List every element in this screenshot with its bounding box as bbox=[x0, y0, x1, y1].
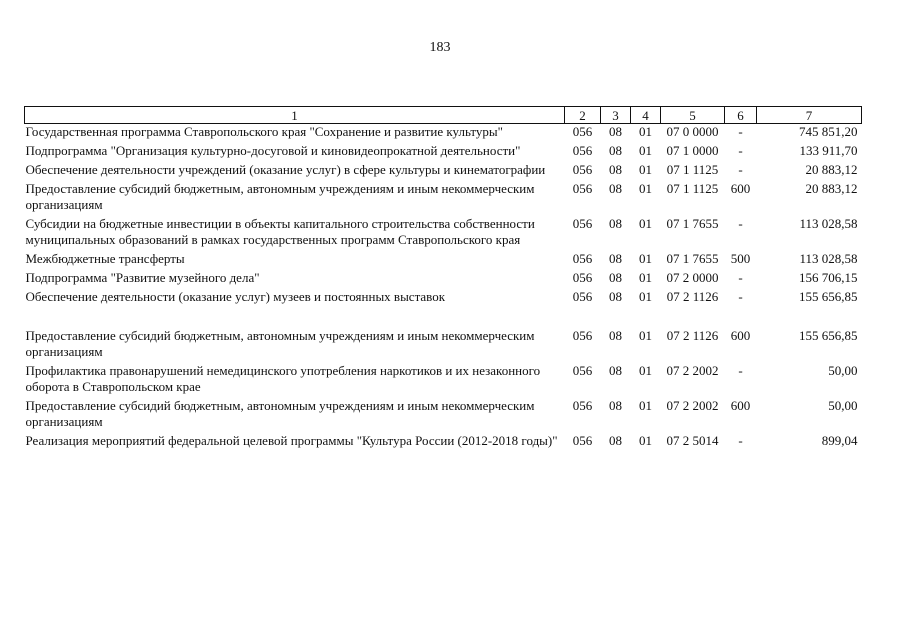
row-name: Субсидии на бюджетные инвестиции в объекты капитального строительства собственности муниципальных образований в рамках государственных программ Ставропольского края bbox=[25, 216, 535, 247]
code-4: 01 bbox=[639, 270, 652, 285]
code-5: 07 1 7655 bbox=[666, 251, 719, 266]
code-6: 500 bbox=[730, 251, 751, 266]
code-2: 056 bbox=[572, 328, 593, 343]
row-name: Подпрограмма "Развитие музейного дела" bbox=[25, 270, 260, 285]
row-amount: 133 911,70 bbox=[799, 143, 858, 158]
column-header-3: 3 bbox=[601, 107, 631, 124]
code-5: 07 1 1125 bbox=[666, 162, 719, 177]
code-3: 08 bbox=[609, 181, 622, 196]
table-row bbox=[25, 143, 862, 162]
table-row bbox=[25, 216, 862, 251]
code-4: 01 bbox=[639, 328, 652, 343]
code-4: 01 bbox=[639, 181, 652, 196]
code-5: 07 1 7655 bbox=[666, 216, 719, 231]
header-row bbox=[25, 107, 862, 124]
column-header-4: 4 bbox=[631, 107, 661, 124]
code-6: - bbox=[738, 124, 743, 139]
row-amount: 20 883,12 bbox=[805, 162, 858, 177]
budget-table bbox=[24, 106, 862, 452]
code-3: 08 bbox=[609, 143, 622, 158]
row-name: Государственная программа Ставропольского края "Сохранение и развитие культуры" bbox=[25, 124, 503, 139]
table-row bbox=[25, 289, 862, 328]
column-header-5: 5 bbox=[661, 107, 725, 124]
column-header-6: 6 bbox=[725, 107, 757, 124]
code-5: 07 1 1125 bbox=[666, 181, 719, 196]
row-name: Предоставление субсидий бюджетным, автономным учреждениям и иным некоммерческим организациям bbox=[25, 328, 535, 359]
code-6: - bbox=[738, 363, 743, 378]
code-6: - bbox=[738, 216, 743, 231]
row-amount: 20 883,12 bbox=[805, 181, 858, 196]
code-2: 056 bbox=[572, 398, 593, 413]
row-amount: 50,00 bbox=[828, 398, 858, 413]
code-6: 600 bbox=[730, 328, 751, 343]
code-2: 056 bbox=[572, 433, 593, 448]
code-3: 08 bbox=[609, 398, 622, 413]
table-row bbox=[25, 162, 862, 181]
row-amount: 155 656,85 bbox=[799, 328, 858, 343]
row-name: Предоставление субсидий бюджетным, автономным учреждениям и иным некоммерческим организациям bbox=[25, 398, 535, 429]
code-2: 056 bbox=[572, 270, 593, 285]
code-2: 056 bbox=[572, 124, 593, 139]
code-4: 01 bbox=[639, 251, 652, 266]
code-5: 07 0 0000 bbox=[666, 124, 719, 139]
code-4: 01 bbox=[639, 143, 652, 158]
code-4: 01 bbox=[639, 289, 652, 304]
row-name: Предоставление субсидий бюджетным, автономным учреждениям и иным некоммерческим организациям bbox=[25, 181, 535, 212]
code-4: 01 bbox=[639, 162, 652, 177]
row-amount: 113 028,58 bbox=[799, 251, 858, 266]
row-name: Межбюджетные трансферты bbox=[25, 251, 185, 266]
table-row bbox=[25, 251, 862, 270]
code-4: 01 bbox=[639, 363, 652, 378]
code-3: 08 bbox=[609, 216, 622, 231]
row-amount: 899,04 bbox=[821, 433, 858, 448]
code-5: 07 2 1126 bbox=[666, 289, 719, 304]
row-amount: 113 028,58 bbox=[799, 216, 858, 231]
row-name: Обеспечение деятельности учреждений (оказание услуг) в сфере культуры и кинематографии bbox=[25, 162, 546, 177]
code-2: 056 bbox=[572, 181, 593, 196]
code-3: 08 bbox=[609, 270, 622, 285]
code-3: 08 bbox=[609, 328, 622, 343]
code-3: 08 bbox=[609, 363, 622, 378]
table-row bbox=[25, 181, 862, 216]
table-row bbox=[25, 398, 862, 433]
code-2: 056 bbox=[572, 251, 593, 266]
code-5: 07 2 2002 bbox=[666, 398, 719, 413]
row-amount: 745 851,20 bbox=[799, 124, 858, 139]
code-5: 07 2 5014 bbox=[666, 433, 719, 448]
code-4: 01 bbox=[639, 398, 652, 413]
row-name: Реализация мероприятий федеральной целевой программы "Культура России (2012-2018 годы)" bbox=[25, 433, 558, 448]
row-name: Обеспечение деятельности (оказание услуг) музеев и постоянных выставок bbox=[25, 289, 446, 304]
row-amount: 156 706,15 bbox=[799, 270, 858, 285]
column-header-7: 7 bbox=[757, 107, 862, 124]
code-2: 056 bbox=[572, 162, 593, 177]
code-6: - bbox=[738, 433, 743, 448]
code-5: 07 2 2002 bbox=[666, 363, 719, 378]
code-2: 056 bbox=[572, 289, 593, 304]
code-6: 600 bbox=[730, 398, 751, 413]
table-row bbox=[25, 270, 862, 289]
code-3: 08 bbox=[609, 251, 622, 266]
code-3: 08 bbox=[609, 433, 622, 448]
code-5: 07 2 0000 bbox=[666, 270, 719, 285]
code-5: 07 2 1126 bbox=[666, 328, 719, 343]
code-3: 08 bbox=[609, 124, 622, 139]
row-name: Профилактика правонарушений немедицинского употребления наркотиков и их незаконного оборота в Ставропольском крае bbox=[25, 363, 541, 394]
code-2: 056 bbox=[572, 143, 593, 158]
table-row bbox=[25, 363, 862, 398]
code-4: 01 bbox=[639, 433, 652, 448]
code-6: - bbox=[738, 143, 743, 158]
code-6: - bbox=[738, 270, 743, 285]
code-6: 600 bbox=[730, 181, 751, 196]
code-6: - bbox=[738, 289, 743, 304]
code-5: 07 1 0000 bbox=[666, 143, 719, 158]
code-3: 08 bbox=[609, 162, 622, 177]
table-row bbox=[25, 328, 862, 363]
row-amount: 50,00 bbox=[828, 363, 858, 378]
code-4: 01 bbox=[639, 124, 652, 139]
row-amount: 155 656,85 bbox=[799, 289, 858, 304]
code-6: - bbox=[738, 162, 743, 177]
column-header-1: 1 bbox=[25, 107, 565, 124]
code-2: 056 bbox=[572, 216, 593, 231]
row-name: Подпрограмма "Организация культурно-досуговой и киновидеопрокатной деятельности" bbox=[25, 143, 521, 158]
code-3: 08 bbox=[609, 289, 622, 304]
column-header-2: 2 bbox=[565, 107, 601, 124]
table-row bbox=[25, 433, 862, 452]
table-row bbox=[25, 124, 862, 144]
page-number: 183 bbox=[429, 40, 451, 55]
code-4: 01 bbox=[639, 216, 652, 231]
code-2: 056 bbox=[572, 363, 593, 378]
